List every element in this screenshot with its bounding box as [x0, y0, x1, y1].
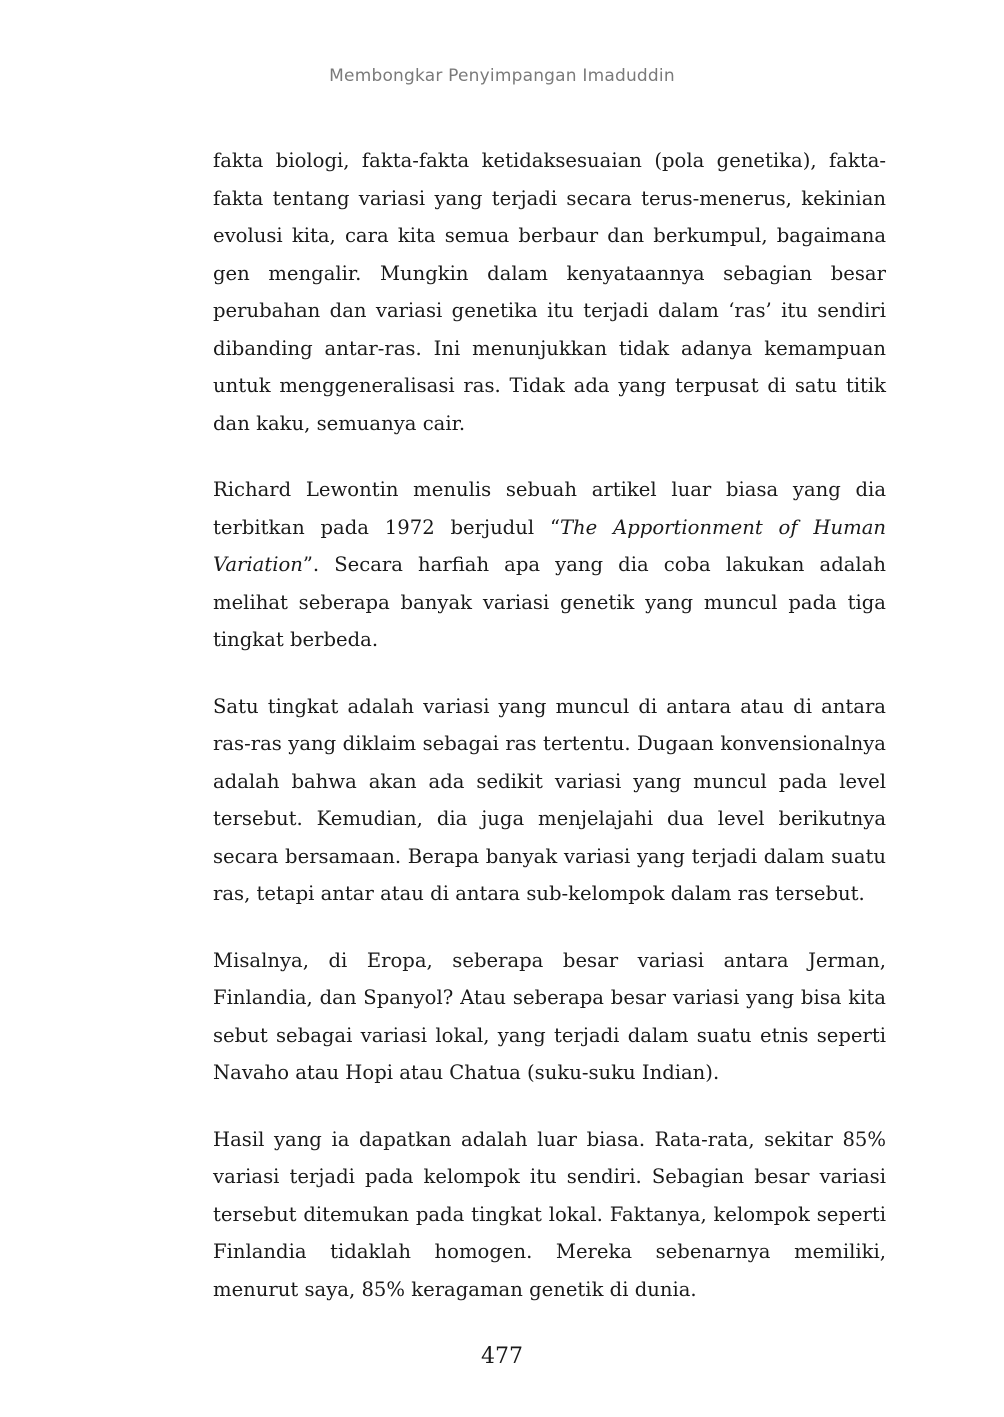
paragraph-4: Misalnya, di Eropa, seberapa besar variasi antara Jerman, Finlandia, dan Spanyol? Atau seberapa besar variasi yang bisa kita sebut sebagai variasi lokal, yang terjadi dalam suatu etnis seperti Navaho atau Hopi atau Chatua (suku-suku Indian). [213, 948, 886, 1084]
running-header: Membongkar Penyimpangan Imaduddin [329, 66, 675, 86]
paragraph-5: Hasil yang ia dapatkan adalah luar biasa. Rata-rata, sekitar 85% variasi terjadi pada kelompok itu sendiri. Sebagian besar variasi tersebut ditemukan pada tingkat lokal. Faktanya, kelompok seperti Finlandia tidaklah homogen. Mereka sebenarnya memiliki, menurut saya, 85% keragaman genetik di dunia. [213, 1127, 886, 1301]
page-number: 477 [481, 1344, 523, 1369]
paragraph-2-text-after: ”. Secara harfiah apa yang dia coba lakukan adalah melihat seberapa banyak variasi genetik yang muncul pada tiga tingkat berbeda. [213, 553, 886, 651]
paragraph-2-text-before: Richard Lewontin menulis sebuah artikel luar biasa yang dia terbitkan pada 1972 berjudul “ [213, 478, 886, 539]
paragraph-3: Satu tingkat adalah variasi yang muncul di antara atau di antara ras-ras yang diklaim sebagai ras tertentu. Dugaan konvensionalnya adalah bahwa akan ada sedikit variasi yang muncul pada level tersebut. Kemudian, dia juga menjelajahi dua level berikutnya secara bersamaan. Berapa banyak variasi yang terjadi dalam suatu ras, tetapi antar atau di antara sub-kelompok dalam ras tersebut. [213, 694, 886, 905]
paragraph-1: fakta biologi, fakta-fakta ketidaksesuaian (pola genetika), fakta-fakta tentang variasi yang terjadi secara terus-menerus, kekinian evolusi kita, cara kita semua berbaur dan berkumpul, bagaimana gen mengalir. Mungkin dalam kenyataannya sebagian besar perubahan dan variasi genetika itu terjadi dalam ‘ras’ itu sendiri dibanding antar-ras. Ini menunjukkan tidak adanya kemampuan untuk menggeneralisasi ras. Tidak ada yang terpusat di satu titik dan kaku, semuanya cair. [213, 149, 886, 435]
paragraph-2 [213, 471, 886, 659]
body-text [213, 142, 886, 1337]
article-title: The Apportionment of Human Variation [213, 515, 886, 576]
